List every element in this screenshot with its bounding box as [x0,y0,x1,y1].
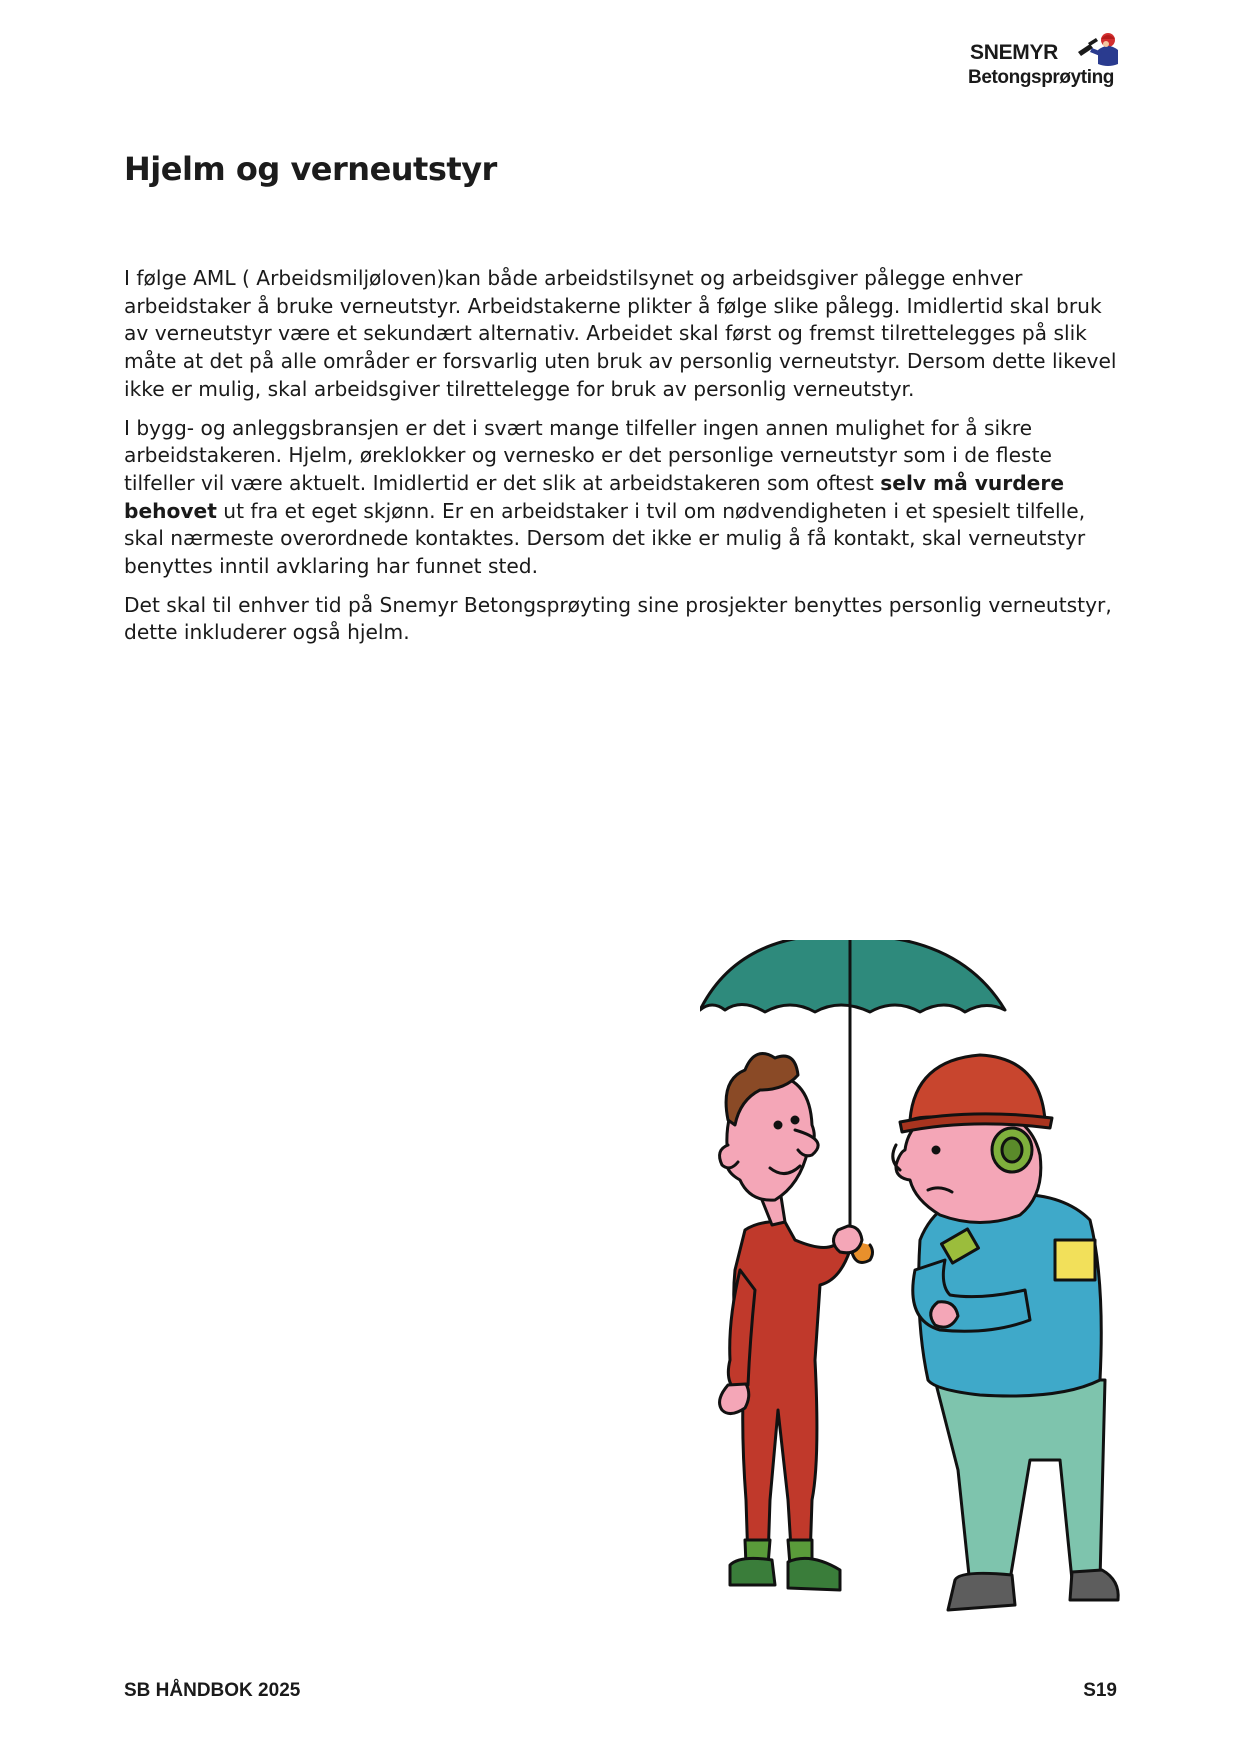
footer-handbook-label: SB HÅNDBOK 2025 [124,1680,301,1701]
paragraph-2-text-start: I bygg- og anleggsbransjen er det i svært mange tilfeller ingen annen mulighet for å sikre arbeidstakeren. Hjelm, øreklokker og vernesko er det personlige verneutstyr som i de fleste tilfeller vil være aktuelt. Imidlertid er det slik at arbeidstakeren som oftest [124,415,1052,495]
paragraph-1: I følge AML ( Arbeidsmiljøloven)kan både arbeidstilsynet og arbeidsgiver pålegge enhver arbeidstaker å bruke verneutstyr. Arbeidstakerne plikter å følge slike pålegg. Imidlertid skal bruk av verneutstyr være et sekundært alternativ. Arbeidet skal først og fremst tilrettelegges på slik måte at det på alle områder er forsvarlig uten bruk av personlig verneutstyr. Dersom dette likevel ikke er mulig, skal arbeidsgiver tilrettelegge for bruk av personlig verneutstyr. [124,266,1117,401]
sprayer-worker-icon [1076,30,1120,70]
paragraph-2 [124,415,1124,581]
logo-text-betongsproyting: Betongsprøyting [968,67,1114,88]
logo-text-snemyr: SNEMYR [970,41,1059,64]
body-text [124,265,1124,658]
company-logo [968,30,1120,92]
paragraph-3: Det skal til enhver tid på Snemyr Betongsprøyting sine prosjekter benyttes personlig verneutstyr, dette inkluderer også hjelm. [124,592,1112,645]
paragraph-2-bold-text: selv må vurdere behovet [124,470,1065,523]
workers-umbrella-illustration [700,940,1130,1660]
paragraph-2-text-end: ut fra et eget skjønn. Er en arbeidstaker i tvil om nødvendigheten i et spesielt tilfelle, skal nærmeste overordnede kontaktes. Dersom det ikke er mulig å få kontakt, skal verneutstyr benyttes inntil avklaring har funnet sted. [124,498,1086,579]
page-number: S19 [1083,1680,1117,1701]
page-title: Hjelm og verneutstyr [124,150,497,188]
